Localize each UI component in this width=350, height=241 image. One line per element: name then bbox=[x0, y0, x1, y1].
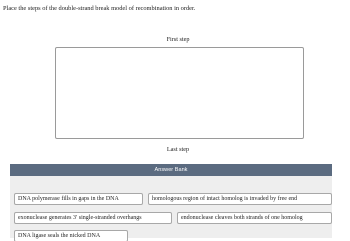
ordering-drop-zone[interactable] bbox=[55, 47, 304, 139]
answer-bank bbox=[10, 164, 332, 238]
answer-bank-body bbox=[10, 176, 332, 238]
first-step-label: First step bbox=[166, 36, 190, 43]
answer-chip-endonuclease[interactable]: endonuclease cleaves both strands of one homolog bbox=[177, 212, 332, 224]
question-prompt: Place the steps of the double-strand break model of recombination in order. bbox=[3, 5, 196, 12]
answer-chip-strand-invasion[interactable]: homologous region of intact homolog is invaded by free end bbox=[148, 193, 332, 205]
last-step-label: Last step bbox=[166, 146, 190, 153]
answer-chip-dna-ligase[interactable]: DNA ligase seals the nicked DNA bbox=[14, 230, 128, 241]
answer-bank-header: Answer Bank bbox=[10, 164, 332, 176]
answer-chip-exonuclease[interactable]: exonuclease generates 3′ single-stranded overhangs bbox=[14, 212, 172, 224]
answer-chip-dna-polymerase[interactable]: DNA polymerase fills in gaps in the DNA bbox=[14, 193, 143, 205]
